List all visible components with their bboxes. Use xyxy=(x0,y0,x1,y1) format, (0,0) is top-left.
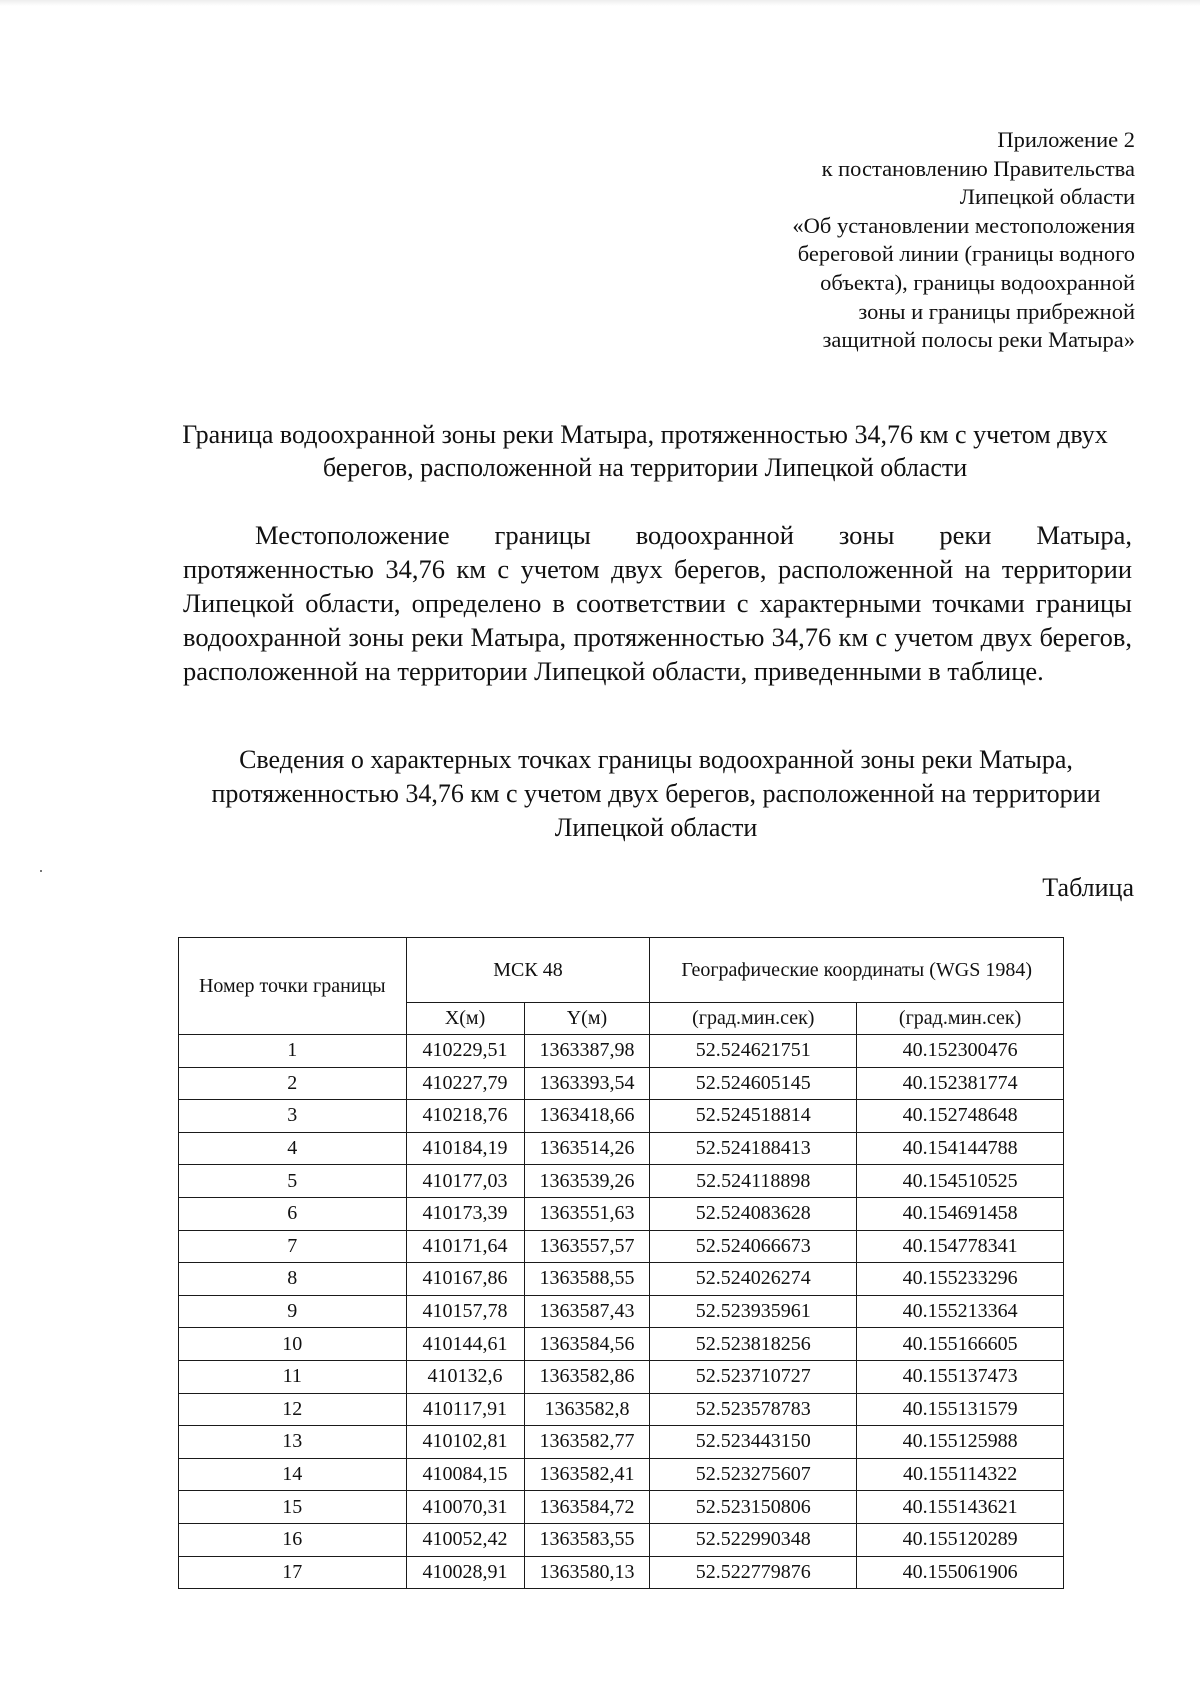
cell-point-number: 4 xyxy=(179,1132,407,1165)
cell-point-number: 2 xyxy=(179,1067,407,1100)
cell-y: 1363393,54 xyxy=(524,1067,650,1100)
cell-x: 410132,6 xyxy=(406,1360,524,1393)
appendix-line: защитной полосы реки Матыра» xyxy=(822,327,1135,353)
table-row xyxy=(179,1132,1064,1165)
appendix-line: «Об установлении местоположения xyxy=(792,212,1135,238)
cell-y: 1363582,41 xyxy=(524,1458,650,1491)
body-paragraph: Местоположение границы водоохранной зоны реки Матыра, протяженностью 34,76 км с учетом двух берегов, расположенной на территории Липецкой области, определено в соответствии с характерными точками границы водоохранной зоны реки Матыра, протяженностью 34,76 км с учетом двух берегов, расположенной на территории Липецкой области, приведенными в таблице. xyxy=(183,520,1132,686)
cell-lat: 52.523710727 xyxy=(650,1360,857,1393)
cell-y: 1363551,63 xyxy=(524,1197,650,1230)
cell-lat: 52.524026274 xyxy=(650,1263,857,1296)
table-caption: Сведения о характерных точках границы водоохранной зоны реки Матыра, протяженностью 34,76 км с учетом двух берегов, расположенной на территории Липецкой области xyxy=(211,745,1101,842)
header-msk: МСК 48 xyxy=(406,938,650,1003)
table-row xyxy=(179,1100,1064,1133)
table-row xyxy=(179,1067,1064,1100)
cell-x: 410028,91 xyxy=(406,1556,524,1589)
cell-lat: 52.524066673 xyxy=(650,1230,857,1263)
table-row xyxy=(179,1556,1064,1589)
cell-x: 410157,78 xyxy=(406,1295,524,1328)
cell-lon: 40.155137473 xyxy=(857,1360,1064,1393)
cell-lon: 40.155213364 xyxy=(857,1295,1064,1328)
appendix-header xyxy=(615,126,1135,355)
cell-x: 410144,61 xyxy=(406,1328,524,1361)
cell-lon: 40.155131579 xyxy=(857,1393,1064,1426)
table-row xyxy=(179,1360,1064,1393)
table-row xyxy=(179,1393,1064,1426)
appendix-line: береговой линии (границы водного xyxy=(797,241,1135,267)
appendix-line: Приложение 2 xyxy=(997,127,1135,152)
cell-x: 410102,81 xyxy=(406,1426,524,1459)
cell-point-number: 6 xyxy=(179,1197,407,1230)
cell-x: 410218,76 xyxy=(406,1100,524,1133)
cell-lon: 40.152300476 xyxy=(857,1035,1064,1068)
cell-x: 410052,42 xyxy=(406,1523,524,1556)
cell-y: 1363588,55 xyxy=(524,1263,650,1296)
table-row xyxy=(179,1491,1064,1524)
cell-x: 410229,51 xyxy=(406,1035,524,1068)
cell-lat: 52.524605145 xyxy=(650,1067,857,1100)
cell-lat: 52.523818256 xyxy=(650,1328,857,1361)
cell-lat: 52.523578783 xyxy=(650,1393,857,1426)
cell-point-number: 10 xyxy=(179,1328,407,1361)
cell-lat: 52.524621751 xyxy=(650,1035,857,1068)
header-lat: (град.мин.сек) xyxy=(650,1003,857,1035)
table-row xyxy=(179,1263,1064,1296)
cell-point-number: 5 xyxy=(179,1165,407,1198)
cell-x: 410084,15 xyxy=(406,1458,524,1491)
cell-lon: 40.155166605 xyxy=(857,1328,1064,1361)
scan-speck xyxy=(40,870,42,872)
cell-point-number: 7 xyxy=(179,1230,407,1263)
cell-point-number: 8 xyxy=(179,1263,407,1296)
cell-y: 1363582,8 xyxy=(524,1393,650,1426)
cell-lon: 40.155125988 xyxy=(857,1426,1064,1459)
cell-lon: 40.154778341 xyxy=(857,1230,1064,1263)
cell-y: 1363418,66 xyxy=(524,1100,650,1133)
cell-x: 410117,91 xyxy=(406,1393,524,1426)
cell-lat: 52.523443150 xyxy=(650,1426,857,1459)
cell-lat: 52.523935961 xyxy=(650,1295,857,1328)
table-row xyxy=(179,1328,1064,1361)
header-geo: Географические координаты (WGS 1984) xyxy=(650,938,1064,1003)
cell-x: 410070,31 xyxy=(406,1491,524,1524)
header-y: Y(м) xyxy=(524,1003,650,1035)
cell-y: 1363514,26 xyxy=(524,1132,650,1165)
cell-y: 1363580,13 xyxy=(524,1556,650,1589)
cell-lon: 40.154510525 xyxy=(857,1165,1064,1198)
cell-point-number: 13 xyxy=(179,1426,407,1459)
cell-point-number: 12 xyxy=(179,1393,407,1426)
coordinates-table xyxy=(178,937,1064,1589)
table-row xyxy=(179,1426,1064,1459)
cell-point-number: 14 xyxy=(179,1458,407,1491)
cell-x: 410227,79 xyxy=(406,1067,524,1100)
cell-point-number: 16 xyxy=(179,1523,407,1556)
table-row xyxy=(179,1523,1064,1556)
cell-y: 1363387,98 xyxy=(524,1035,650,1068)
document-title: Граница водоохранной зоны реки Матыра, протяженностью 34,76 км с учетом двух берегов, расположенной на территории Липецкой области xyxy=(182,420,1108,482)
cell-lon: 40.155120289 xyxy=(857,1523,1064,1556)
cell-lon: 40.154144788 xyxy=(857,1132,1064,1165)
cell-lat: 52.523275607 xyxy=(650,1458,857,1491)
cell-lon: 40.155143621 xyxy=(857,1491,1064,1524)
table-row xyxy=(179,1230,1064,1263)
cell-y: 1363539,26 xyxy=(524,1165,650,1198)
scan-edge-shade xyxy=(0,0,1200,6)
header-point-number: Номер точки границы xyxy=(179,938,407,1035)
cell-y: 1363557,57 xyxy=(524,1230,650,1263)
cell-lon: 40.152748648 xyxy=(857,1100,1064,1133)
table-row xyxy=(179,1197,1064,1230)
appendix-line: к постановлению Правительства xyxy=(821,155,1135,181)
appendix-line: объекта), границы водоохранной xyxy=(820,269,1135,295)
cell-lon: 40.155061906 xyxy=(857,1556,1064,1589)
table-row xyxy=(179,1295,1064,1328)
cell-y: 1363587,43 xyxy=(524,1295,650,1328)
cell-lon: 40.155233296 xyxy=(857,1263,1064,1296)
cell-lat: 52.522990348 xyxy=(650,1523,857,1556)
cell-x: 410173,39 xyxy=(406,1197,524,1230)
table-row xyxy=(179,1035,1064,1068)
cell-lon: 40.155114322 xyxy=(857,1458,1064,1491)
cell-y: 1363582,77 xyxy=(524,1426,650,1459)
cell-lat: 52.522779876 xyxy=(650,1556,857,1589)
cell-y: 1363582,86 xyxy=(524,1360,650,1393)
cell-x: 410167,86 xyxy=(406,1263,524,1296)
appendix-line: Липецкой области xyxy=(959,184,1135,210)
cell-lon: 40.152381774 xyxy=(857,1067,1064,1100)
cell-point-number: 17 xyxy=(179,1556,407,1589)
cell-lat: 52.524518814 xyxy=(650,1100,857,1133)
table-row xyxy=(179,1165,1064,1198)
cell-y: 1363584,72 xyxy=(524,1491,650,1524)
cell-point-number: 15 xyxy=(179,1491,407,1524)
cell-lat: 52.524188413 xyxy=(650,1132,857,1165)
cell-point-number: 3 xyxy=(179,1100,407,1133)
cell-x: 410184,19 xyxy=(406,1132,524,1165)
cell-lat: 52.524083628 xyxy=(650,1197,857,1230)
cell-y: 1363583,55 xyxy=(524,1523,650,1556)
cell-point-number: 9 xyxy=(179,1295,407,1328)
appendix-line: зоны и границы прибрежной xyxy=(858,298,1135,324)
cell-point-number: 1 xyxy=(179,1035,407,1068)
cell-y: 1363584,56 xyxy=(524,1328,650,1361)
table-label: Таблица xyxy=(1042,873,1134,902)
cell-lat: 52.524118898 xyxy=(650,1165,857,1198)
header-x: X(м) xyxy=(406,1003,524,1035)
cell-x: 410171,64 xyxy=(406,1230,524,1263)
cell-x: 410177,03 xyxy=(406,1165,524,1198)
table-body xyxy=(179,1035,1064,1589)
header-lon: (град.мин.сек) xyxy=(857,1003,1064,1035)
cell-lon: 40.154691458 xyxy=(857,1197,1064,1230)
table-row xyxy=(179,1458,1064,1491)
cell-point-number: 11 xyxy=(179,1360,407,1393)
cell-lat: 52.523150806 xyxy=(650,1491,857,1524)
